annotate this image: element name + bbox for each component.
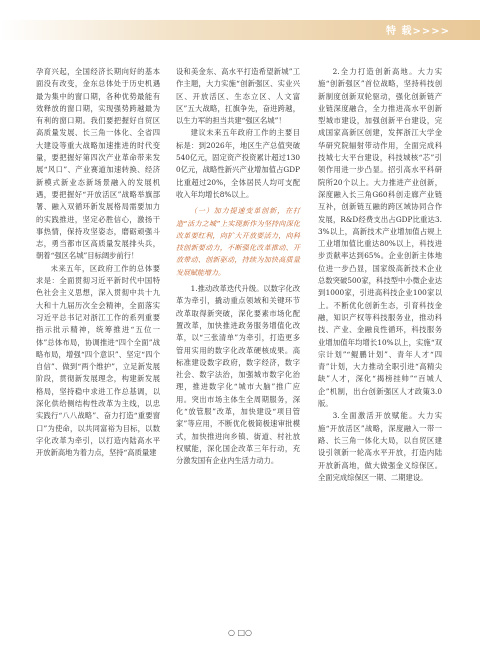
paragraph: 设和美金东、高水平打造希望新城”工作主题，大力实施“创新强区、实业兴区、开放活区、生态立区、人文富区”五大战略，扛旗争先，奋进跨越，以生力军的担当共建“强区名城”！ — [176, 67, 300, 126]
section-subheading: （一）加力提速变革创新，在打造“活力之城”上实现新作为坚持向深化改革要红利，向扩大开放要活力，向科技创新要动力，不断强化改革推动、开放带动、创新驱动，持续为加快高质量发展赋能增力。 — [176, 207, 300, 277]
column-3 — [318, 66, 442, 484]
section-title: 特 载>>>> — [386, 26, 450, 37]
paragraph: 未来五年，区政府工作的总体要求是：全面贯彻习近平新时代中国特色社会主义思想，深入贯彻中共十九大和十九届历次全会精神，全面落实习近平总书记对浙江工作的系列重要指示批示精神，统筹推进“五位一体”总体布局，协调推进“四个全面”战略布局，增强“四个意识”、坚定“四个自信”、做到“两个维护”，立足新发展阶段，贯彻新发展理念，构建新发展格局，坚持稳中求进工作总基调，以深化供给侧结构性改革为主线，以忠实践行“八八战略”、奋力打造“重要窗口”为使命，以共同富裕为目标，以数字化改革为牵引，以打造内陆高水平开放新高地为着力点，坚持“高质量建 — [36, 263, 160, 458]
page-footer: ○ □○ — [227, 628, 253, 637]
paragraph: 1.推动改革迭代升级。以数字化改革为牵引，撬动重点领域和关键环节改革取得新突破，深化要素市场化配置改革，加快推进政务服务增值化改革，以“三张清单”为牵引，打造更多管用实用的数字化改革硬核成果。高标准建设数字政府，数字经济，数字社会、数字法治，加强城市数字化治理，推进数字化“城市大脑”推广应用。突出市场主体生全周期服务，深化“放管服”改革，加快建设“项目管家”等应用，不断优化极简极速审批模式，加快推进向乡镇、街道、村社放权赋能，深化国企改革三年行动，充分激发国有企业内生活力动力。 — [176, 284, 300, 466]
column-2-top — [176, 66, 300, 201]
paragraph: 2.全力打造创新高地。大力实施“创新强区”首位战略，坚持科技创新制度创新双轮驱动，强化创新链产业链深度融合，全力推进高水平创新型城市建设，加强创新平台建设，完成国家高新区创建，发挥浙江大学金华研究院辐射带动作用，全面完成科技城七大平台建设，科技城核“芯”引领作用进一步凸显。招引高水平科研院所20个以上。大力推进产业创新，深度融入长三角G60科创走廊产业链互补，创新链互融的跨区域协同合作发展，R&D经费支出占GDP比重达3.3%以上，高新技术产业增加值占规上工业增加值比重达80%以上，科技进步贡献率达到65%。企业创新主体地位进一步凸显，国家级高新技术企业总数突破500家，科技型中小微企业达到1000家，引进高科技企业100家以上。不断优化创新生态，引育科技金融，知识产权等科技服务业，推动科技、产业、金融良性循环，科技服务业增加值年均增长10%以上，实施“双宗计划”“鲲鹏计划”、青年人才“四青”计划，大力推动全职引进“高精尖缺”人才，深化“揭榜挂帅”“百城人企”机制，出台创新强区人才政策3.0版。 — [318, 67, 442, 409]
paragraph: 建议未来五年政府工作的主要目标是：到2026年，地区生产总值突破540亿元，固定资产投资累计超过1300亿元，战略性新兴产业增加值占GDP比重超过20%，全体居民人均可支配收入年均增长8%以上。 — [176, 128, 300, 199]
column-1 — [36, 66, 160, 460]
column-2 — [176, 66, 300, 468]
article-body — [36, 66, 448, 626]
column-2-bottom — [176, 283, 300, 467]
paragraph: 孕育兴起，全国经济长期向好的基本面没有改变，金东总体处于历史机遇最为集中的窗口期，各种优势最能有效释放的窗口期，实现强势跨越最为有利的窗口期。我们要把握好自贸区高质量发展、长三角一体化、全省四大建设等重大战略加速推进的时代变量，要把握好第四次产业革命带来发展“风口”、产业赛道加速转换、经济新模式新业态新场景融入的发展机遇，要把握好“开放活区”战略举旗部署、融入双循环新发展格局需要加力的实践推进，坚定必胜信心，激扬干事热情，保持攻坚姿态，磨砺顽强斗志，勇当都市区高质量发展排头兵，朝着“强区名城”目标阔步前行！ — [36, 67, 160, 261]
paragraph: 3.全面激活开放赋能。大力实施“开放活区”战略，深度融入一带一路、长三角一体化大局，以自贸区建设引领新一轮高水平开放，打造内陆开放新高地，做大做强金义综保区。全面完成综保区一期、二期建设。 — [318, 411, 442, 482]
